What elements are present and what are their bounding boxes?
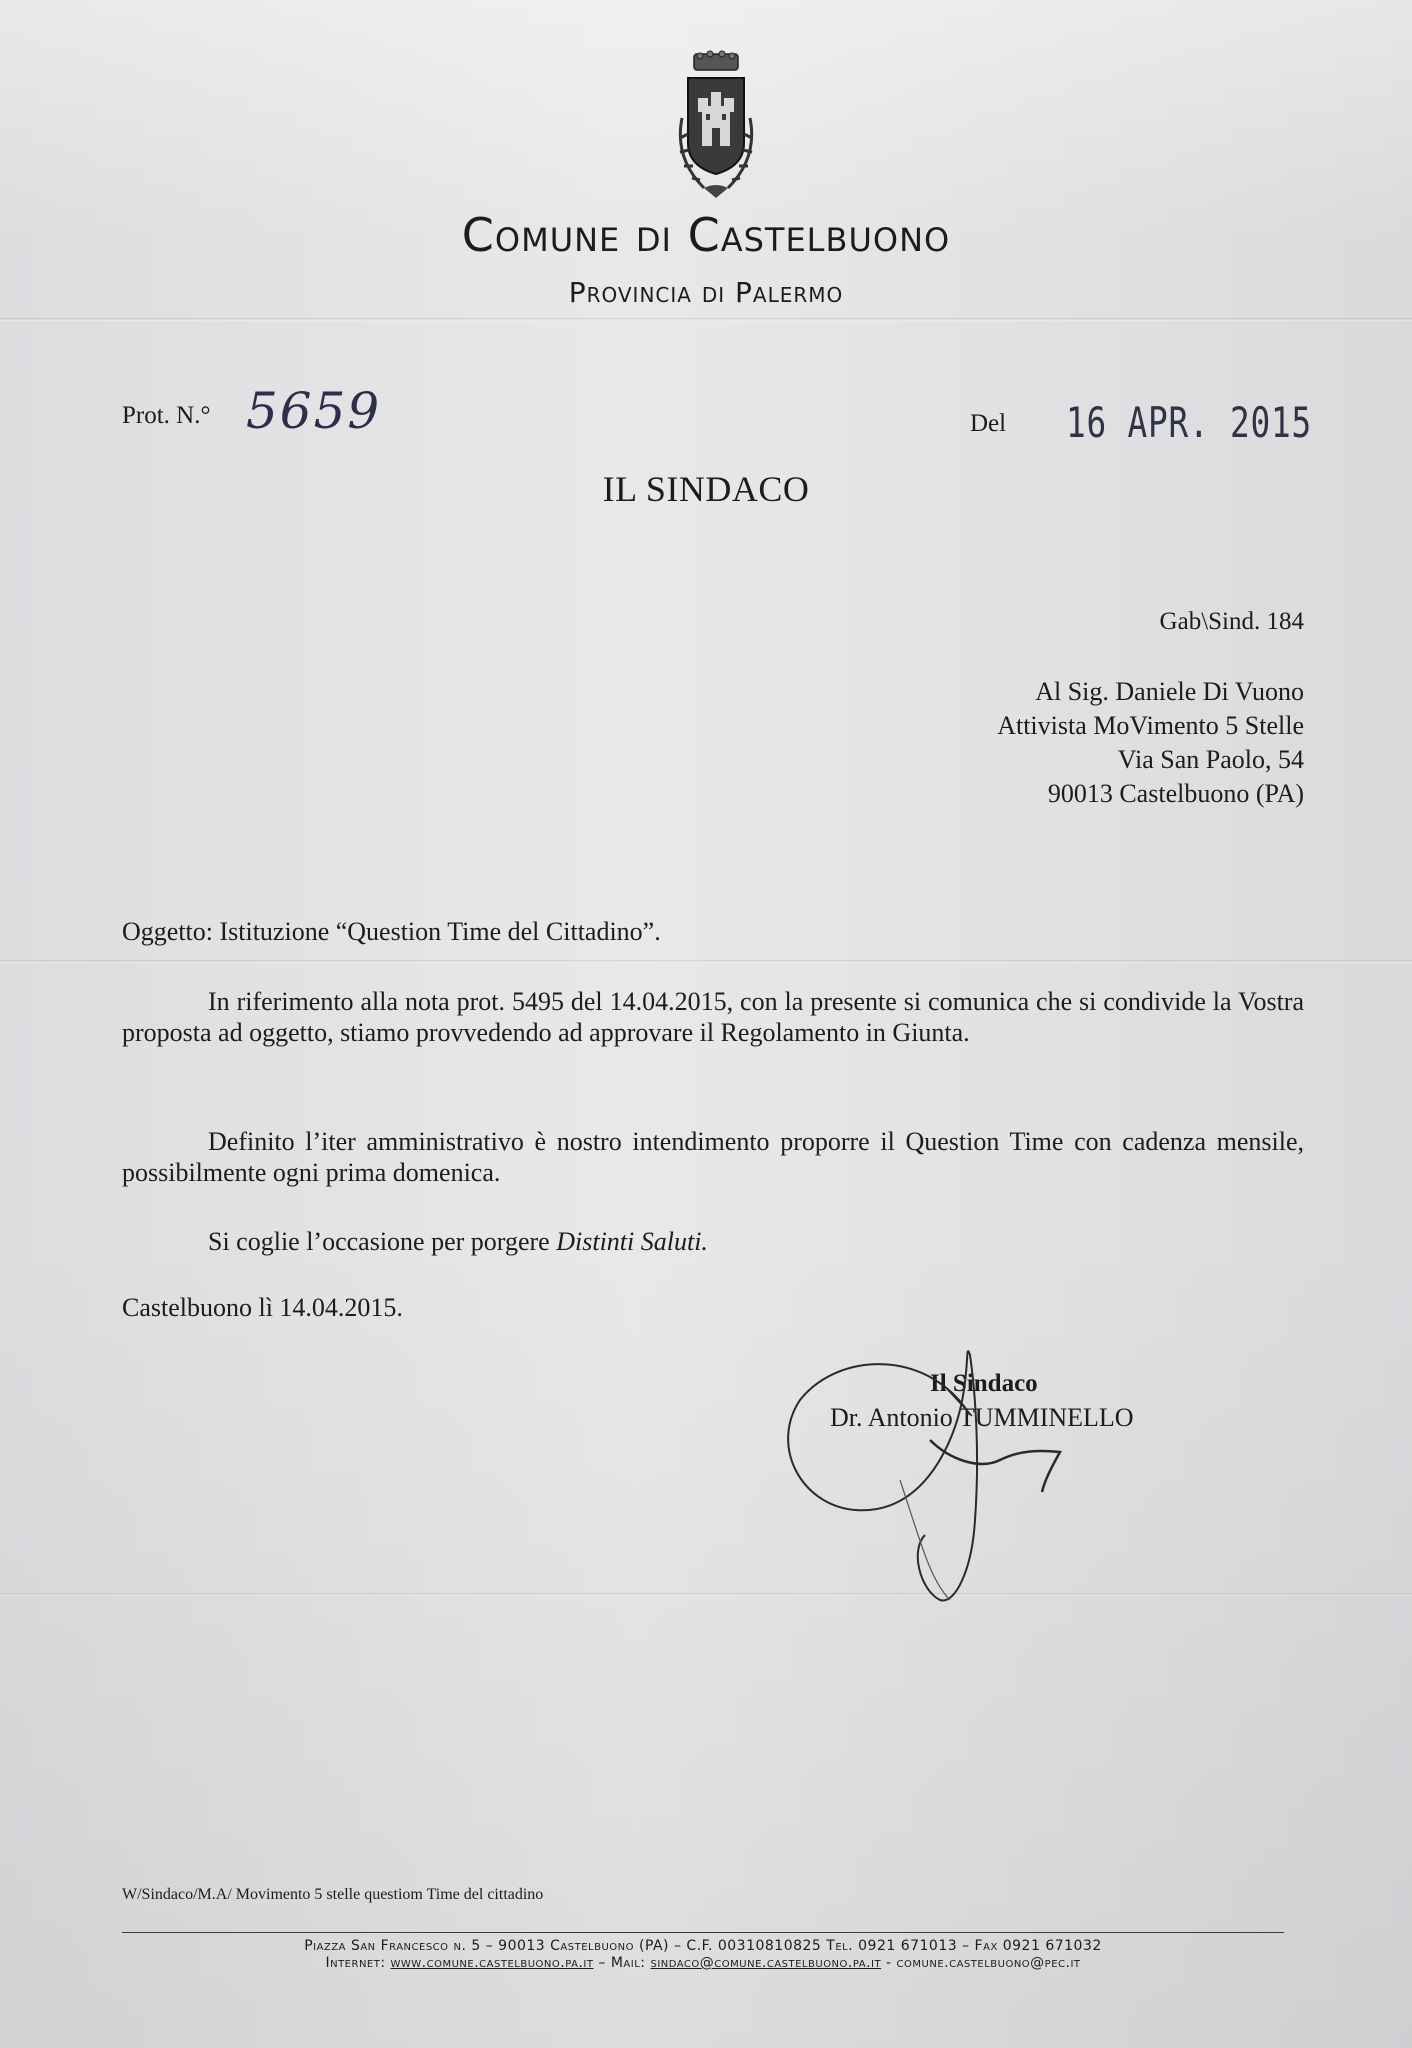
recipient-line: Via San Paolo, 54 — [1117, 745, 1304, 774]
mail-label: – Mail: — [593, 1955, 651, 1971]
recipient-line: Al Sig. Daniele Di Vuono — [1035, 677, 1304, 706]
protocol-number: 5659 — [246, 382, 382, 440]
pec-address: - comune.castelbuono@pec.it — [881, 1955, 1081, 1971]
subject-line: Oggetto: Istituzione “Question Time del Cittadino”. — [122, 917, 661, 946]
municipality-title: Comune di Castelbuono — [461, 208, 951, 262]
recipient-line: Attivista MoVimento 5 Stelle — [997, 711, 1304, 740]
body-paragraph — [122, 1126, 1304, 1188]
email-link[interactable]: sindaco@comune.castelbuono.pa.it — [650, 1955, 882, 1971]
footer-contacts — [122, 1955, 1284, 1971]
internet-label: Internet: — [325, 1955, 391, 1971]
paragraph-text: In riferimento alla nota prot. 5495 del 14.04.2015, con la presente si comunica che si condivide la Vostra proposta ad oggetto, stiamo provvedendo ad approvare il Regolamento in Giunta. — [122, 987, 1304, 1047]
file-reference: W/Sindaco/M.A/ Movimento 5 stelle questiom Time del cittadino — [122, 1886, 544, 1903]
date-stamp: 16 APR. 2015 — [1066, 398, 1313, 447]
handwritten-signature — [780, 1330, 1110, 1620]
place-and-date: Castelbuono lì 14.04.2015. — [122, 1293, 403, 1322]
paper-fold — [0, 318, 1412, 321]
footer-address: Piazza San Francesco n. 5 – 90013 Castelbuono (PA) – C.F. 00310810825 Tel. 0921 671013 – Fax 0921 671032 — [304, 1938, 1102, 1954]
recipient-line: 90013 Castelbuono (PA) — [1047, 779, 1304, 808]
protocol-label: Prot. N.° — [122, 402, 211, 429]
paragraph-text: Si coglie l’occasione per porgere — [208, 1227, 557, 1256]
closing-salutation: Distinti Saluti. — [556, 1227, 708, 1256]
date-label: Del — [970, 410, 1007, 437]
paragraph-text: Definito l’iter amministrativo è nostro intendimento proporre il Question Time con cadenza mensile, possibilmente ogni prima domenica. — [122, 1127, 1304, 1187]
paper-fold — [0, 960, 1412, 963]
province-subtitle: Provincia di Palermo — [568, 276, 844, 309]
castle-crest-icon — [666, 48, 766, 208]
website-link[interactable]: www.comune.castelbuono.pa.it — [390, 1955, 594, 1971]
footer-divider — [122, 1932, 1284, 1933]
recipient-address — [997, 675, 1304, 811]
body-paragraph — [122, 1226, 1304, 1257]
signatory-name: Dr. Antonio TUMMINELLO — [830, 1403, 1134, 1432]
letter-heading: IL SINDACO — [602, 469, 810, 509]
body-paragraph — [122, 986, 1304, 1048]
signatory-title: Il Sindaco — [930, 1370, 1038, 1397]
office-reference: Gab\Sind. 184 — [1159, 608, 1304, 635]
paper-fold — [0, 1593, 1412, 1596]
